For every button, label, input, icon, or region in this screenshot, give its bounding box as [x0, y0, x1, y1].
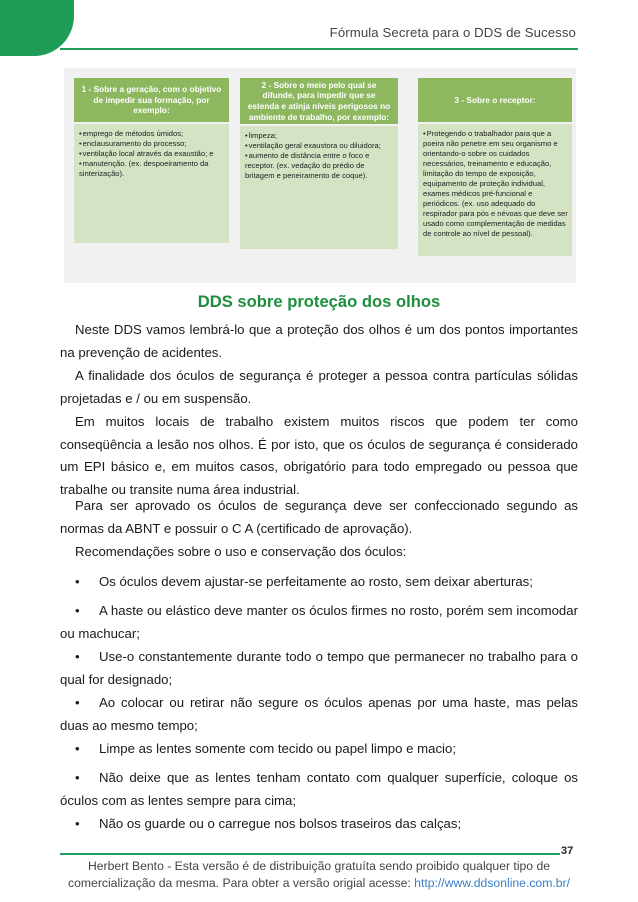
list-item-text: Não deixe que as lentes tenham contato com qualquer superfície, coloque os óculos com as lentes sempre para cima;: [60, 770, 578, 808]
footer-line: [0, 875, 638, 892]
bullet-icon: •: [75, 816, 80, 831]
paragraph: Neste DDS vamos lembrá-lo que a proteção dos olhos é um dos pontos importantes na prevenção de acidentes.: [60, 322, 578, 360]
diagram-column-heading: 2 - Sobre o meio pelo qual se difunde, para impedir que se estenda e atinja níveis perigosos no ambiente de trabalho, por exemplo:: [240, 78, 398, 124]
paragraph: Recomendações sobre o uso e conservação dos óculos:: [75, 544, 407, 559]
footer-rule: [60, 853, 560, 855]
article-title: DDS sobre proteção dos olhos: [197, 292, 441, 311]
list-item-text: Limpe as lentes somente com tecido ou papel limpo e macio;: [99, 741, 456, 756]
diagram-column-body: [418, 124, 572, 256]
diagram-column-heading: 3 - Sobre o receptor:: [418, 78, 572, 122]
diagram-column-body: [74, 124, 229, 243]
diagram-column-receptor: [418, 80, 572, 256]
diagram-column-heading: 1 - Sobre a geração, com o objetivo de impedir sua formação, por exemplo:: [74, 78, 229, 122]
bullet-icon: •: [75, 603, 80, 618]
bullet-icon: •: [75, 574, 80, 589]
bullet-icon: •: [75, 695, 80, 710]
list-item: [60, 600, 578, 645]
footer-line: Herbert Bento - Esta versão é de distribuição gratuíta sendo proibido qualquer tipo de: [87, 859, 551, 873]
diagram-list-item: • manutenção. (ex. despoeiramento da sinterização).: [79, 159, 226, 179]
list-item-text: Use-o constantemente durante todo o tempo que permanecer no trabalho para o qual for designado;: [60, 649, 578, 687]
list-item-text: Ao colocar ou retirar não segure os óculos apenas por uma haste, mas pelas duas ao mesmo tempo;: [60, 695, 578, 733]
list-item: [60, 646, 578, 691]
diagram-list-item: • limpeza;: [245, 131, 395, 141]
list-item: [60, 571, 578, 594]
list-item: [60, 738, 578, 761]
diagram-list-item: • aumento de distância entre o foco e receptor. (ex. vedação do prédio de britagem e peneiramento de coque).: [245, 151, 395, 181]
diagram-list-item: • ventilação local através da exaustão; e: [79, 149, 226, 159]
footer-text: comercialização da mesma. Para obter a versão origial acesse:: [68, 875, 411, 890]
diagram-list-item: • emprego de métodos úmidos;: [79, 129, 226, 139]
list-item-text: Não os guarde ou o carregue nos bolsos traseiros das calças;: [99, 816, 462, 831]
paragraph: Para ser aprovado os óculos de segurança deve ser confeccionado segundo as normas da ABNT e possuir o C A (certificado de aprovação).: [60, 498, 578, 536]
control-measures-diagram: [64, 68, 576, 283]
source-link[interactable]: http://www.ddsonline.com.br/: [414, 875, 570, 890]
running-header-title: Fórmula Secreta para o DDS de Sucesso: [329, 25, 576, 40]
paragraph: Em muitos locais de trabalho existem muitos riscos que podem ter como conseqüência a lesão nos olhos. É por isto, que os óculos de segurança é considerado um EPI básico e, em muitos casos, obrigatório para todo empregado ou pessoa que trabalhe ou transite numa área industrial.: [60, 414, 578, 497]
diagram-column-generation: [74, 80, 229, 243]
header-rule: [60, 48, 578, 50]
list-item: [60, 767, 578, 812]
list-item-text: Os óculos devem ajustar-se perfeitamente ao rosto, sem deixar aberturas;: [99, 574, 533, 589]
page-number: 37: [561, 845, 574, 857]
list-item: [60, 692, 578, 737]
bullet-icon: •: [75, 770, 80, 785]
list-item-text: A haste ou elástico deve manter os óculos firmes no rosto, porém sem incomodar ou machucar;: [60, 603, 578, 641]
bullet-icon: •: [75, 649, 80, 664]
footer-note: [0, 858, 638, 891]
list-item: [60, 813, 578, 836]
bullet-icon: •: [75, 741, 80, 756]
diagram-column-body: [240, 126, 398, 249]
diagram-list-item: • ventilação geral exaustora ou diluidora;: [245, 141, 395, 151]
diagram-column-medium: [240, 78, 398, 249]
paragraph: A finalidade dos óculos de segurança é proteger a pessoa contra partículas sólidas projetadas e / ou em suspensão.: [60, 368, 578, 406]
diagram-list-item: • Protegendo o trabalhador para que a poeira não penetre em seu organismo e orientando-o sobre os cuidados necessários, treinamento e educação, limitação do tempo de exposição, equipamento de proteção individual, exames médicos pré-funcional e periódicos. (ex. uso adequado do respirador para pós e névoas que deve ser usado como complementação de medidas de controle ao nível de pessoal).: [423, 129, 569, 239]
diagram-list-item: • enclausuramento do processo;: [79, 139, 226, 149]
